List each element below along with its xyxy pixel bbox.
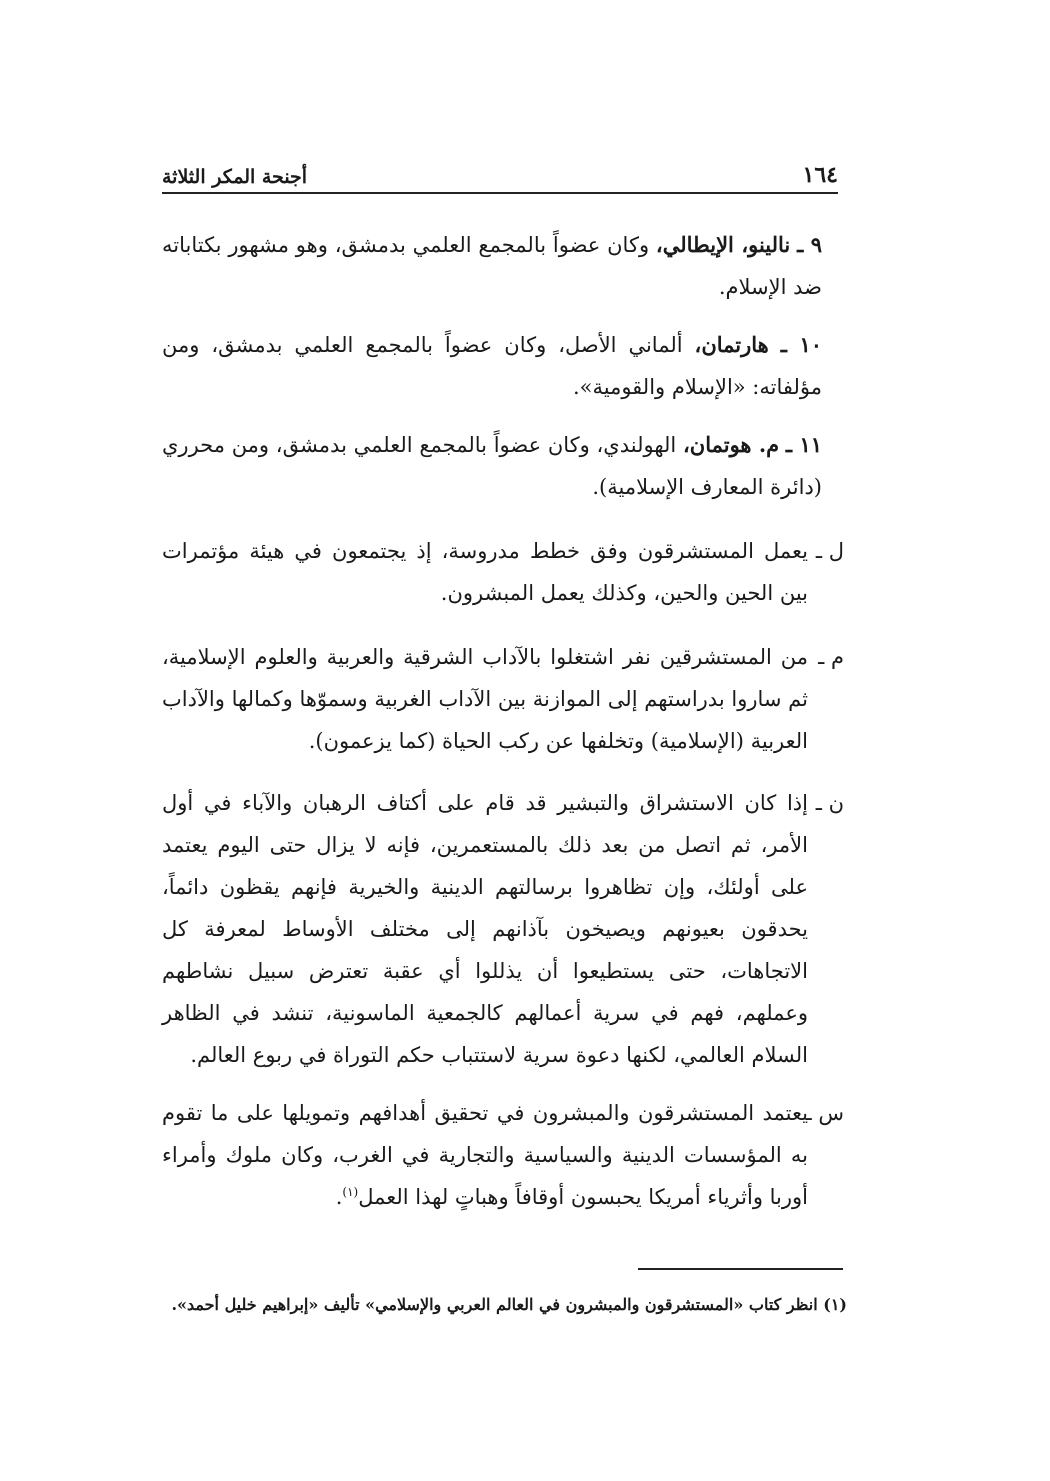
paragraph-letter: م ـ (818, 645, 844, 669)
page-number: ١٦٤ (802, 162, 838, 188)
running-header (162, 148, 838, 194)
paragraph-letter: ن ـ (815, 791, 844, 815)
entry-name: م. هوتمان، (683, 432, 780, 457)
lettered-paragraph (162, 782, 844, 1076)
entry-paragraph (162, 224, 822, 308)
entry-name: هارتمان، (694, 332, 769, 357)
paragraph-letter: ل ـ (815, 539, 844, 563)
paragraph-text: يعتمد المستشرقون والمبشرون في تحقيق أهدافهم وتمويلها على ما تقوم به المؤسسات الدينية والسياسية والتجارية في الغرب، وكان ملوك وأمراء أوربا وأثرياء أمريكا يحبسون أوقافاً وهباتٍ لهذا العمل (162, 1101, 808, 1209)
numbered-entry (162, 324, 822, 408)
lettered-paragraph (162, 636, 844, 762)
entry-number: ١٠ ـ (780, 332, 822, 357)
lettered-paragraph (162, 1092, 844, 1218)
entry-number: ١١ ـ (785, 432, 822, 457)
lettered-paragraph (162, 530, 844, 614)
entry-paragraph (162, 424, 822, 508)
paragraph-body (162, 1092, 808, 1218)
paragraph-end: . (335, 1185, 343, 1209)
paragraph-body: يعمل المستشرقون وفق خطط مدروسة، إذ يجتمعون في هيئة مؤتمرات بين الحين والحين، وكذلك يعمل المبشرون. (162, 539, 808, 605)
entry-number: ٩ ـ (797, 232, 822, 257)
numbered-entry (162, 224, 822, 308)
paragraph-body: من المستشرقين نفر اشتغلوا بالآداب الشرقية والعربية والعلوم الإسلامية، ثم ساروا بدراستهم إلى الموازنة بين الآداب الغربية وسموّها وكمالها والآداب العربية (الإسلامية) وتخلفها عن ركب الحياة (كما يزعمون). (162, 645, 808, 753)
paragraph-letter: س ـ (805, 1101, 844, 1125)
footnote: (١) انظر كتاب «المستشرقون والمبشرون في العالم العربي والإسلامي» تأليف «إبراهيم خليل أحمد». (171, 1295, 847, 1314)
entry-body: وكان عضواً بالمجمع العلمي بدمشق، وهو مشهور بكتاباته ضد الإسلام. (162, 233, 822, 299)
footnote-marker[interactable]: (١) (342, 1185, 359, 1199)
entry-paragraph (162, 324, 822, 408)
entry-body: الهولندي، وكان عضواً بالمجمع العلمي بدمشق، ومن محرري (دائرة المعارف الإسلامية). (162, 433, 822, 499)
footnote-separator (638, 1268, 843, 1270)
running-title: أجنحة المكر الثلاثة (162, 166, 308, 188)
entry-body: ألماني الأصل، وكان عضواً بالمجمع العلمي بدمشق، ومن مؤلفاته: «الإسلام والقومية». (162, 333, 822, 399)
entry-name: نالينو، الإيطالي، (655, 232, 791, 257)
numbered-entry (162, 424, 822, 508)
paragraph-body: إذا كان الاستشراق والتبشير قد قام على أكتاف الرهبان والآباء في أول الأمر، ثم اتصل من بعد ذلك بالمستعمرين، فإنه لا يزال حتى اليوم يعتمد على أولئك، وإن تظاهروا برسالتهم الدينية والخيرية فإنهم يقظون دائماً، يحدقون بعيونهم ويصيخون بآذانهم إلى مختلف الأوساط لمعرفة كل الاتجاهات، حتى يستطيعوا أن يذللوا أي عقبة تعترض سبيل نشاطهم وعملهم، فهم في سرية أعمالهم كالجمعية الماسونية، تنشد في الظاهر السلام العالمي، لكنها دعوة سرية لاستتباب حكم التوراة في ربوع العالم. (162, 791, 808, 1067)
